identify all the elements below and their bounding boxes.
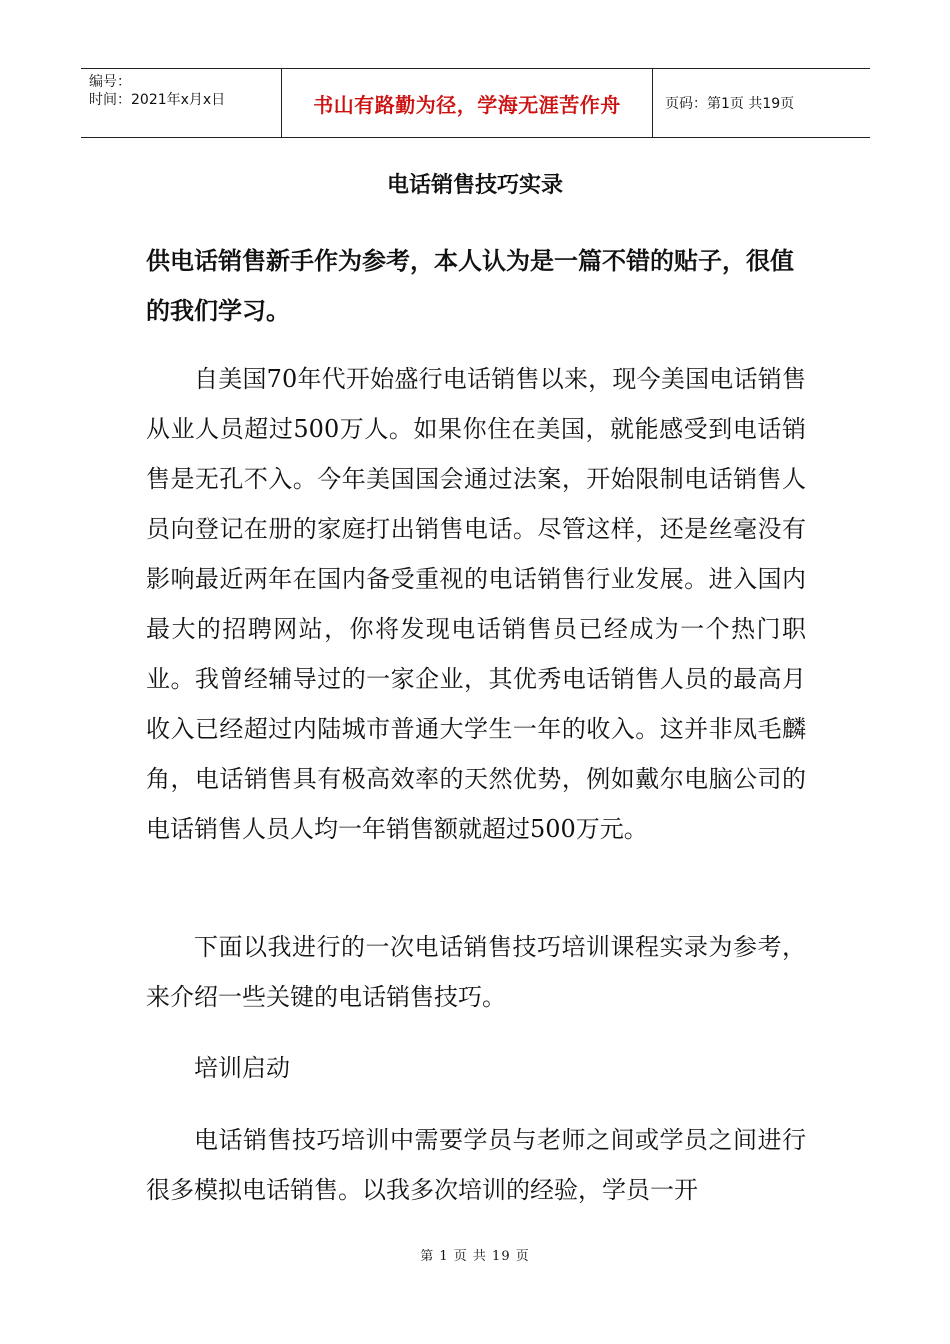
body-paragraph: 电话销售技巧培训中需要学员与老师之间或学员之间进行很多模拟电话销售。以我多次培训的经验，学员一开 <box>146 1126 806 1204</box>
page-footer: 第 1 页 共 19 页 <box>420 1249 530 1264</box>
header-motto-cell <box>282 69 653 137</box>
document-title: 电话销售技巧实录 <box>386 172 563 198</box>
motto-text: 书山有路勤为径，学海无涯苦作舟 <box>313 92 621 117</box>
header-table <box>81 68 870 138</box>
intro-paragraph: 供电话销售新手作为参考，本人认为是一篇不错的贴子，很值的我们学习。 <box>146 246 794 325</box>
section-heading: 培训启动 <box>194 1054 290 1082</box>
document-date-label: 时间：2021年x月x日 <box>89 92 226 108</box>
header-page-cell <box>653 69 870 137</box>
header-meta-cell <box>81 69 282 137</box>
document-number-label: 编号： <box>89 74 131 90</box>
body-paragraph: 自美国70年代开始盛行电话销售以来，现今美国电话销售从业人员超过500万人。如果你住在美国，就能感受到电话销售是无孔不入。今年美国国会通过法案，开始限制电话销售人员向登记在册的家庭打出销售电话。尽管这样，还是丝毫没有影响最近两年在国内备受重视的电话销售行业发展。进入国内最大的招聘网站，你将发现电话销售员已经成为一个热门职业。我曾经辅导过的一家企业，其优秀电话销售人员的最高月收入已经超过内陆城市普通大学生一年的收入。这并非凤毛麟角，电话销售具有极高效率的天然优势，例如戴尔电脑公司的电话销售人员人均一年销售额就超过500万元。 <box>146 365 806 843</box>
body-paragraph: 下面以我进行的一次电话销售技巧培训课程实录为参考，来介绍一些关键的电话销售技巧。 <box>146 933 806 1011</box>
page-info: 页码：第1页 共19页 <box>665 96 795 112</box>
